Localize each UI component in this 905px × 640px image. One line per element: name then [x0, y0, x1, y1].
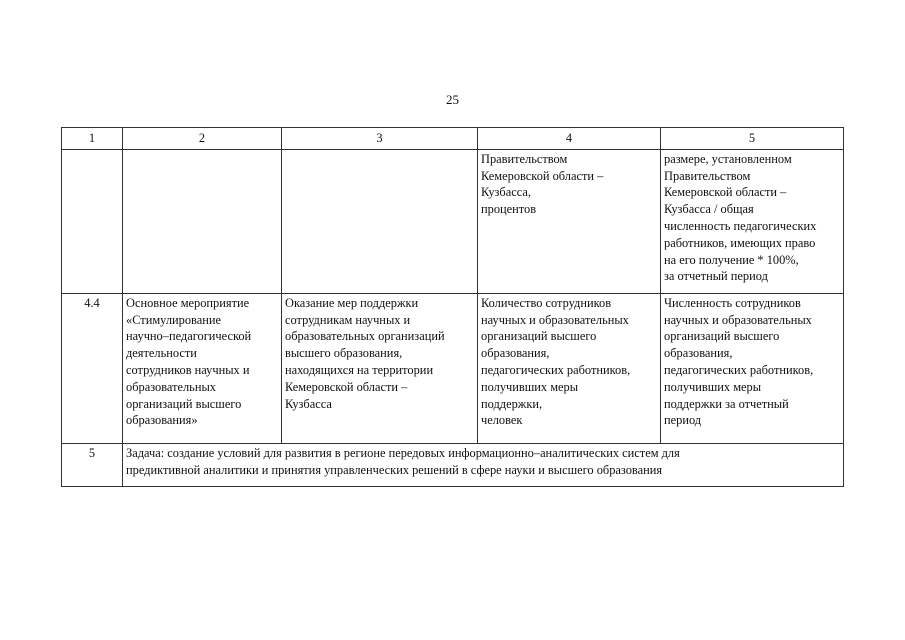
row-number-cell: 4.4	[62, 293, 123, 443]
table-cell	[282, 149, 478, 293]
table-cell: Оказание мер поддержки сотрудникам научных и образовательных организаций высшего образования, находящихся на территории Кемеровской области – Кузбасса	[282, 293, 478, 443]
header-cell: 4	[478, 128, 661, 150]
task-row	[62, 443, 844, 486]
page-number: 25	[446, 92, 459, 107]
row-number-cell: 5	[62, 443, 123, 486]
header-cell: 1	[62, 128, 123, 150]
task-cell: Задача: создание условий для развития в регионе передовых информационно–аналитических систем для предиктивной аналитики и принятия управленческих решений в сфере науки и высшего образования	[123, 443, 844, 486]
header-cell: 2	[123, 128, 282, 150]
table-row	[62, 293, 844, 443]
table-cell: размере, установленном Правительством Кемеровской области – Кузбасса / общая численность педагогических работников, имеющих право на его получение * 100%, за отчетный период	[661, 149, 844, 293]
table-header-row	[62, 128, 844, 150]
table-cell: Правительством Кемеровской области – Кузбасса, процентов	[478, 149, 661, 293]
document-table	[61, 127, 844, 487]
table-cell: Количество сотрудников научных и образовательных организаций высшего образования, педагогических работников, получивших меры поддержки, человек	[478, 293, 661, 443]
table-cell	[123, 149, 282, 293]
table-cell	[62, 149, 123, 293]
table-cell: Численность сотрудников научных и образовательных организаций высшего образования, педагогических работников, получивших меры поддержки за отчетный период	[661, 293, 844, 443]
header-cell: 3	[282, 128, 478, 150]
table-cell: Основное мероприятие «Стимулирование научно–педагогической деятельности сотрудников научных и образовательных организаций высшего образования»	[123, 293, 282, 443]
table-row	[62, 149, 844, 293]
header-cell: 5	[661, 128, 844, 150]
